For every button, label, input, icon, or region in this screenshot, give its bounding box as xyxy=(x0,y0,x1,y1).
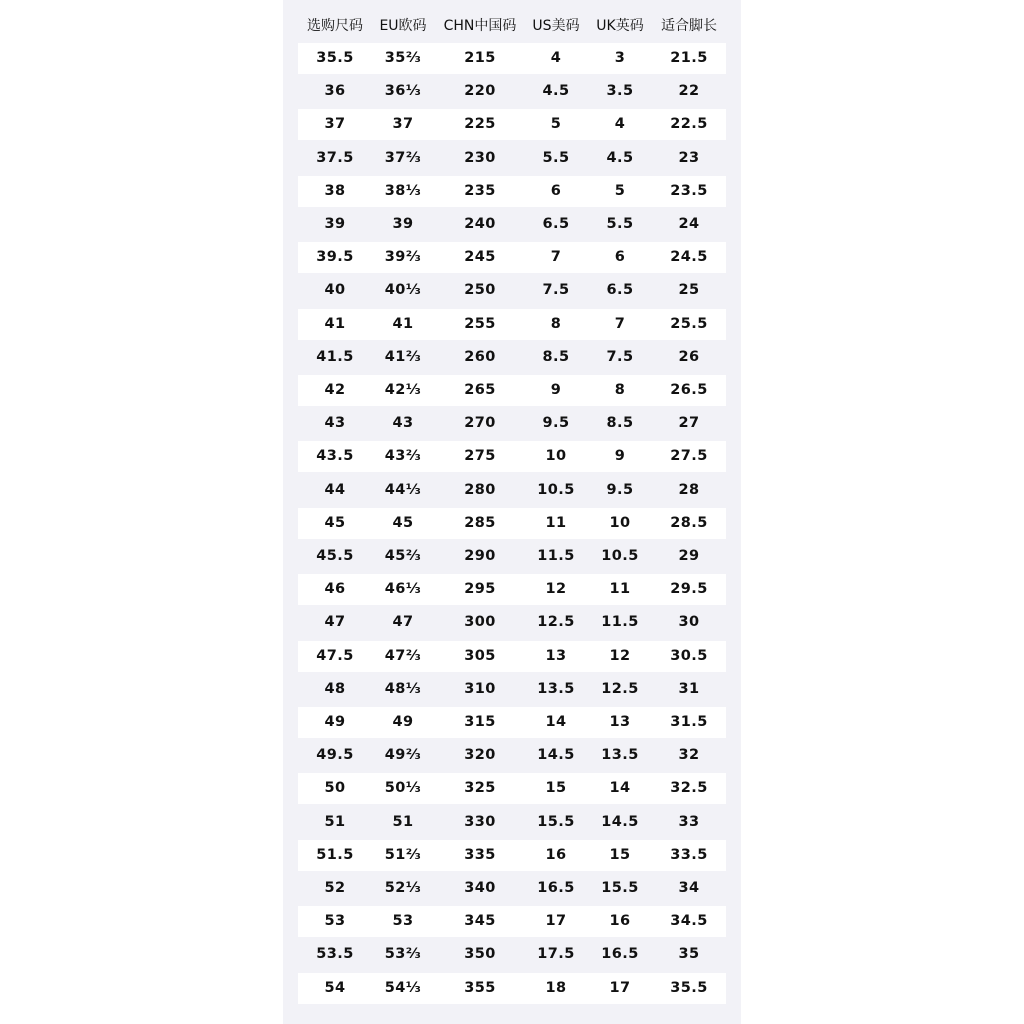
table-row xyxy=(298,76,726,107)
table-cell: 25.5 xyxy=(670,315,708,332)
table-row xyxy=(298,840,726,871)
table-cell: 49 xyxy=(324,714,346,730)
table-row xyxy=(298,109,726,140)
table-cell: 45.5 xyxy=(316,548,354,564)
table-cell: 11.5 xyxy=(537,548,575,564)
table-cell: 17.5 xyxy=(537,946,575,963)
table-cell: 355 xyxy=(464,979,496,996)
table-cell: 33.5 xyxy=(670,846,708,863)
table-cell: 6 xyxy=(550,182,562,199)
table-cell: 12 xyxy=(545,581,567,598)
table-cell: 22.5 xyxy=(670,116,708,133)
table-cell: 16.5 xyxy=(537,880,575,896)
table-cell: 45⅔ xyxy=(384,548,422,564)
table-cell: 235 xyxy=(464,182,496,199)
table-cell: 47 xyxy=(392,614,414,631)
table-cell: 290 xyxy=(464,548,496,564)
table-cell: 48 xyxy=(324,680,346,697)
table-row xyxy=(298,143,726,174)
table-cell: 45 xyxy=(392,514,414,531)
table-row xyxy=(298,475,726,506)
table-cell: 14 xyxy=(609,780,631,797)
table-cell: 42 xyxy=(324,382,346,398)
table-row xyxy=(298,309,726,340)
table-cell: 46 xyxy=(324,581,346,598)
table-cell: 300 xyxy=(464,614,496,631)
table-row xyxy=(298,342,726,373)
table-row xyxy=(298,43,726,74)
table-cell: 23.5 xyxy=(670,182,708,199)
table-cell: 41 xyxy=(324,315,346,332)
table-cell: 10 xyxy=(609,514,631,531)
table-cell: 7 xyxy=(550,249,562,266)
table-row xyxy=(298,607,726,638)
table-cell: 54 xyxy=(324,979,346,996)
table-cell: 21.5 xyxy=(670,50,708,66)
table-cell: 4 xyxy=(614,116,626,133)
table-cell: 6 xyxy=(614,249,626,266)
table-cell: 53 xyxy=(392,913,414,930)
table-cell: 345 xyxy=(464,913,496,930)
table-cell: 51 xyxy=(392,813,414,830)
table-cell: 295 xyxy=(464,581,496,598)
table-row xyxy=(298,508,726,539)
table-cell: 3.5 xyxy=(606,83,634,100)
table-cell: 30 xyxy=(678,614,700,631)
table-cell: 335 xyxy=(464,846,496,863)
table-cell: 41⅔ xyxy=(384,348,422,365)
table-row xyxy=(298,375,726,406)
table-cell: 9 xyxy=(614,448,626,465)
table-cell: 32 xyxy=(678,747,700,764)
table-row xyxy=(298,807,726,838)
table-cell: 28 xyxy=(678,481,700,498)
table-cell: 44 xyxy=(324,481,346,498)
table-cell: 32.5 xyxy=(670,780,708,797)
table-cell: 34.5 xyxy=(670,913,708,930)
table-cell: 325 xyxy=(464,780,496,797)
table-cell: 45 xyxy=(324,514,346,531)
table-cell: 46⅓ xyxy=(384,581,422,598)
table-cell: 285 xyxy=(464,514,496,531)
table-cell: 230 xyxy=(464,149,496,166)
table-cell: 8 xyxy=(550,315,562,332)
table-cell: 6.5 xyxy=(606,282,634,299)
table-cell: 43 xyxy=(324,415,346,432)
table-cell: 260 xyxy=(464,348,496,365)
table-cell: 39 xyxy=(324,216,346,232)
table-cell: 53⅔ xyxy=(384,946,422,963)
table-cell: 39⅔ xyxy=(384,249,422,266)
table-row xyxy=(298,641,726,672)
table-cell: 255 xyxy=(464,315,496,332)
table-row xyxy=(298,939,726,970)
table-cell: 11.5 xyxy=(601,614,639,631)
table-cell: 22 xyxy=(678,83,700,100)
table-cell: 330 xyxy=(464,813,496,830)
table-cell: 48⅓ xyxy=(384,680,422,697)
table-cell: 11 xyxy=(545,514,567,531)
table-cell: 215 xyxy=(464,50,496,66)
table-cell: 265 xyxy=(464,382,496,398)
column-header: US美码 xyxy=(532,18,580,34)
table-cell: 10.5 xyxy=(601,548,639,564)
table-cell: 16 xyxy=(545,846,567,863)
table-cell: 31.5 xyxy=(670,714,708,730)
table-cell: 225 xyxy=(464,116,496,133)
table-row xyxy=(298,773,726,804)
table-cell: 47⅔ xyxy=(384,647,422,664)
table-cell: 24 xyxy=(678,216,700,232)
table-cell: 15.5 xyxy=(601,880,639,896)
table-row xyxy=(298,441,726,472)
table-cell: 11 xyxy=(609,581,631,598)
table-row xyxy=(298,408,726,439)
table-row xyxy=(298,707,726,738)
table-row xyxy=(298,574,726,605)
table-cell: 23 xyxy=(678,149,700,166)
table-cell: 250 xyxy=(464,282,496,299)
table-cell: 13 xyxy=(609,714,631,730)
table-row xyxy=(298,873,726,904)
table-cell: 51⅔ xyxy=(384,846,422,863)
table-cell: 320 xyxy=(464,747,496,764)
table-cell: 40⅓ xyxy=(384,282,422,299)
table-cell: 16 xyxy=(609,913,631,930)
table-row xyxy=(298,209,726,240)
table-cell: 7.5 xyxy=(606,348,634,365)
table-row xyxy=(298,242,726,273)
column-header: CHN中国码 xyxy=(443,18,517,34)
table-cell: 350 xyxy=(464,946,496,963)
table-row xyxy=(298,906,726,937)
table-cell: 9 xyxy=(550,382,562,398)
table-cell: 13.5 xyxy=(537,680,575,697)
table-cell: 14.5 xyxy=(601,813,639,830)
table-cell: 13.5 xyxy=(601,747,639,764)
table-cell: 5.5 xyxy=(542,149,570,166)
table-cell: 36 xyxy=(324,83,346,100)
table-cell: 35⅔ xyxy=(384,50,422,66)
table-cell: 9.5 xyxy=(542,415,570,432)
table-cell: 52 xyxy=(324,880,346,896)
table-cell: 17 xyxy=(545,913,567,930)
table-cell: 16.5 xyxy=(601,946,639,963)
table-cell: 280 xyxy=(464,481,496,498)
table-cell: 29 xyxy=(678,548,700,564)
table-cell: 6.5 xyxy=(542,216,570,232)
table-cell: 36⅓ xyxy=(384,83,422,100)
table-cell: 27 xyxy=(678,415,700,432)
table-cell: 28.5 xyxy=(670,514,708,531)
table-cell: 13 xyxy=(545,647,567,664)
table-cell: 270 xyxy=(464,415,496,432)
table-cell: 37 xyxy=(392,116,414,133)
table-cell: 40 xyxy=(324,282,346,299)
table-cell: 5 xyxy=(550,116,562,133)
table-cell: 51 xyxy=(324,813,346,830)
table-cell: 8.5 xyxy=(542,348,570,365)
column-header: UK英码 xyxy=(596,18,644,34)
column-header: EU欧码 xyxy=(379,18,427,34)
table-cell: 53.5 xyxy=(316,946,354,963)
table-cell: 240 xyxy=(464,216,496,232)
table-cell: 275 xyxy=(464,448,496,465)
table-cell: 9.5 xyxy=(606,481,634,498)
table-cell: 305 xyxy=(464,647,496,664)
table-cell: 24.5 xyxy=(670,249,708,266)
table-cell: 47.5 xyxy=(316,647,354,664)
table-cell: 35 xyxy=(678,946,700,963)
table-cell: 26 xyxy=(678,348,700,365)
table-row xyxy=(298,973,726,1004)
table-cell: 35.5 xyxy=(670,979,708,996)
table-cell: 8 xyxy=(614,382,626,398)
table-cell: 7.5 xyxy=(542,282,570,299)
table-cell: 12.5 xyxy=(537,614,575,631)
table-cell: 15 xyxy=(545,780,567,797)
table-row xyxy=(298,176,726,207)
table-cell: 14.5 xyxy=(537,747,575,764)
table-cell: 5.5 xyxy=(606,216,634,232)
table-cell: 39 xyxy=(392,216,414,232)
table-cell: 12 xyxy=(609,647,631,664)
table-row xyxy=(298,740,726,771)
table-cell: 7 xyxy=(614,315,626,332)
table-cell: 38⅓ xyxy=(384,182,422,199)
table-cell: 25 xyxy=(678,282,700,299)
table-cell: 26.5 xyxy=(670,382,708,398)
table-cell: 310 xyxy=(464,680,496,697)
table-cell: 51.5 xyxy=(316,846,354,863)
table-cell: 49⅔ xyxy=(384,747,422,764)
table-cell: 34 xyxy=(678,880,700,896)
table-cell: 315 xyxy=(464,714,496,730)
table-cell: 42⅓ xyxy=(384,382,422,398)
table-cell: 12.5 xyxy=(601,680,639,697)
table-cell: 4 xyxy=(550,50,562,66)
table-cell: 44⅓ xyxy=(384,481,422,498)
column-header: 适合脚长 xyxy=(661,18,717,34)
table-cell: 37.5 xyxy=(316,149,354,166)
table-cell: 17 xyxy=(609,979,631,996)
table-cell: 43.5 xyxy=(316,448,354,465)
table-cell: 220 xyxy=(464,83,496,100)
table-cell: 3 xyxy=(614,50,626,66)
table-cell: 27.5 xyxy=(670,448,708,465)
table-cell: 340 xyxy=(464,880,496,896)
table-header xyxy=(298,8,726,44)
table-cell: 37 xyxy=(324,116,346,133)
table-cell: 47 xyxy=(324,614,346,631)
table-cell: 18 xyxy=(545,979,567,996)
table-cell: 50 xyxy=(324,780,346,797)
table-row xyxy=(298,541,726,572)
table-cell: 8.5 xyxy=(606,415,634,432)
table-cell: 10 xyxy=(545,448,567,465)
table-cell: 33 xyxy=(678,813,700,830)
table-cell: 29.5 xyxy=(670,581,708,598)
table-cell: 30.5 xyxy=(670,647,708,664)
table-cell: 35.5 xyxy=(316,50,354,66)
table-cell: 41 xyxy=(392,315,414,332)
table-cell: 38 xyxy=(324,182,346,199)
table-cell: 31 xyxy=(678,680,700,697)
table-cell: 15.5 xyxy=(537,813,575,830)
table-cell: 37⅔ xyxy=(384,149,422,166)
table-cell: 43 xyxy=(392,415,414,432)
table-cell: 4.5 xyxy=(606,149,634,166)
column-header: 选购尺码 xyxy=(307,18,363,34)
table-cell: 49.5 xyxy=(316,747,354,764)
table-cell: 10.5 xyxy=(537,481,575,498)
table-cell: 54⅓ xyxy=(384,979,422,996)
table-cell: 39.5 xyxy=(316,249,354,266)
table-cell: 52⅓ xyxy=(384,880,422,896)
table-cell: 43⅔ xyxy=(384,448,422,465)
table-cell: 245 xyxy=(464,249,496,266)
table-row xyxy=(298,275,726,306)
table-cell: 53 xyxy=(324,913,346,930)
table-cell: 41.5 xyxy=(316,348,354,365)
table-row xyxy=(298,674,726,705)
table-cell: 14 xyxy=(545,714,567,730)
table-cell: 49 xyxy=(392,714,414,730)
table-cell: 4.5 xyxy=(542,83,570,100)
table-cell: 5 xyxy=(614,182,626,199)
table-cell: 15 xyxy=(609,846,631,863)
table-cell: 50⅓ xyxy=(384,780,422,797)
